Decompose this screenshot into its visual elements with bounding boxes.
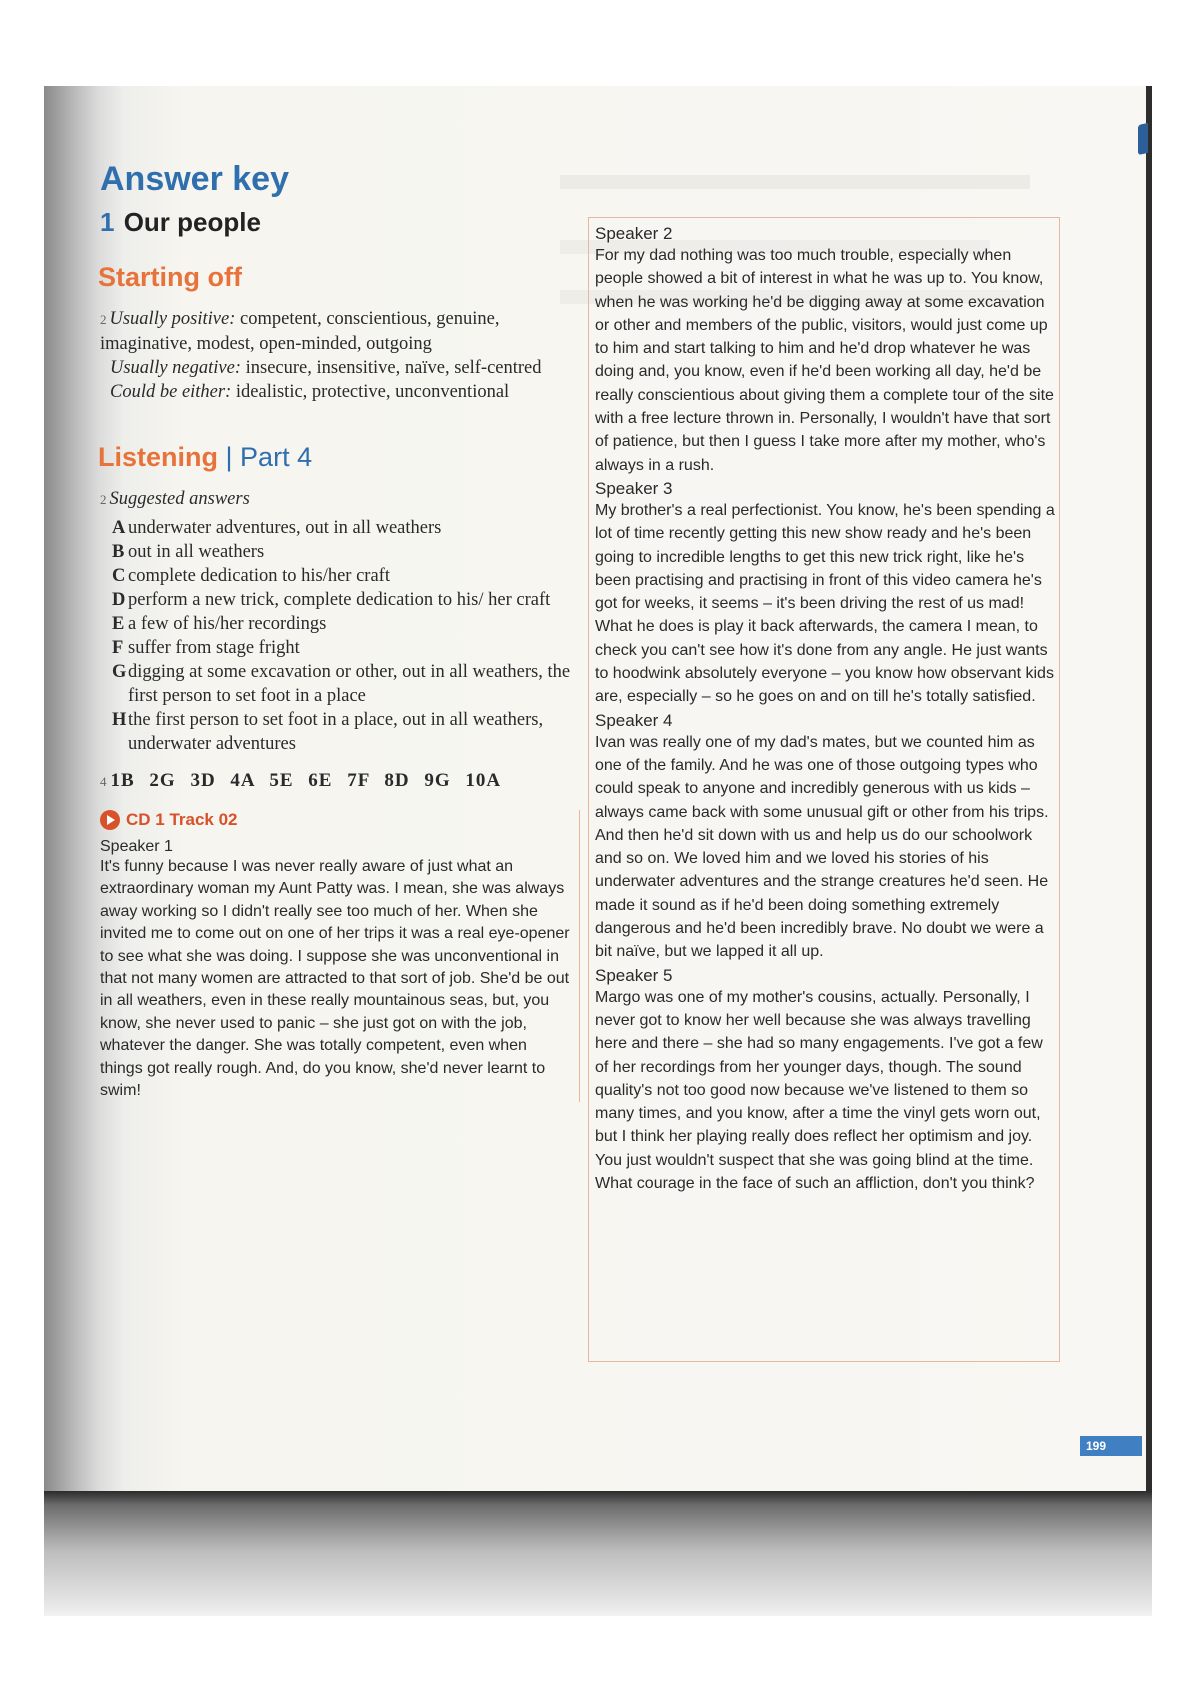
speaker-transcript: My brother's a real perfectionist. You know, he's been spending a lot of time recently getting this new show ready and he's been going to incredible lengths to get this new trick right, like he's been practising and practising in front of this video camera he's got for weeks, it seems – it's been driving the rest of us mad! What he does is play it back afterwards, the camera I mean, to check you can't see how it's done from any angle. He just wants to hoodwink absolutely everyone – you know how observant kids are, especially – so he goes on and on till he's totally satisfied. [595,501,1055,706]
either-words: idealistic, protective, unconventional [235,382,510,402]
answer-text: suffer from stage fright [128,638,300,658]
answer-letter: E [112,614,125,634]
answer-item [100,636,580,660]
track-label: CD 1 Track 02 [126,810,238,829]
question-number: 2 [100,312,107,327]
answer-letter: D [112,590,126,610]
speaker-name: Speaker 1 [100,838,173,855]
right-column-transcript-box [588,217,1060,1362]
answer-item [100,660,580,708]
answer-key-values: 1B 2G 3D 4A 5E 6E 7F 8D 9G 10A [110,770,502,791]
book-edge [1146,86,1152,1506]
unit-number: 1 [100,207,115,237]
question-number: 4 [100,774,108,789]
suggested-line [100,487,580,512]
listening-part: Part 4 [240,442,313,472]
question-number: 2 [100,492,107,507]
either-line [110,380,580,404]
speaker-name: Speaker 4 [595,710,673,730]
answer-item [100,540,580,564]
answer-text: complete dedication to his/her craft [128,566,390,586]
listening-answers [100,487,580,756]
negative-words: insecure, insensitive, naïve, self-centred [245,358,542,378]
positive-line [100,307,580,356]
listening-separator: | [225,442,233,472]
page-tab-marker [1138,123,1148,155]
suggested-label: Suggested answers [109,489,250,509]
track-heading [100,810,571,830]
speaker-transcript: For my dad nothing was too much trouble, especially when people showed a bit of interest in what he was up to. You know, when he was working he'd be digging away at some excavation or other and members of the public, visitors, would just come up to him and start talking to him and he'd drop whatever he was doing and, you know, even if he'd been working all day, he'd be really conscientious about giving them a complete tour of the site with a free lecture thrown in. Personally, I wouldn't have that sort of patience, but then I guess I take more after my mother, who's always in a rush. [595,247,1054,474]
play-icon [100,810,120,830]
answer-letter: G [112,662,127,682]
answer-text: a few of his/her recordings [128,614,327,634]
speaker-transcript: Ivan was really one of my dad's mates, but we counted him as one of the family. And he was one of those outgoing types who could speak to anyone and incredibly generous with us kids – always came back with some unusual gift or other from his trips. And then he'd sit down with us and help us do our schoolwork and so on. We loved him and we loved his stories of his underwater adventures and the strange creatures he'd seen. He made it sound as if he'd been doing something extremely dangerous and he'd been incredibly brave. No doubt we were a bit naïve, but we lapped it all up. [595,733,1049,961]
speaker-block [595,711,1059,964]
answer-item [100,708,580,756]
page-title: Answer key [100,160,289,198]
listening-title: Listening [98,442,218,472]
speaker-name: Speaker 5 [595,965,673,985]
answer-key-line [100,770,580,792]
track-transcript-box [100,810,580,1102]
answer-text: the first person to set foot in a place, out in all weathers, underwater adventures [128,710,544,754]
either-label: Could be either: [110,382,232,402]
answer-letter: C [112,566,126,586]
speaker-transcript: Margo was one of my mother's cousins, actually. Personally, I never got to know her well because she was always travelling here and there – she had so many engagements. I've got a few of her recordings from her younger days, though. The sound quality's not too good now because we've listened to them so many times, and you know, after a time the vinyl gets worn out, but I think her playing really does reflect her optimism and joy. You just wouldn't suspect that she was going blind at the time. What courage in the face of such an affliction, don't you think? [595,988,1043,1192]
unit-title: Our people [123,207,261,237]
scan-bottom-shadow [44,1491,1152,1616]
speaker-block [595,224,1059,477]
answer-item [100,564,580,588]
answer-text: digging at some excavation or other, out in all weathers, the first person to set foot in a place [128,662,571,706]
positive-label: Usually positive: [109,309,236,329]
answer-item [100,612,580,636]
speaker-name: Speaker 3 [595,478,673,498]
left-column [100,160,580,1102]
answer-item [100,516,580,540]
starting-off-answers [100,307,580,404]
answers-list [100,516,580,756]
answer-text: out in all weathers [128,542,265,562]
speaker-name: Speaker 2 [595,224,673,243]
positive-words: competent, conscientious, genuine, imaginative, modest, open-minded, outgoing [100,309,500,354]
speaker-block [595,966,1059,1196]
answer-item [100,588,580,612]
show-through-decoration [560,175,1030,189]
answer-letter: H [112,710,127,730]
negative-line [110,356,580,380]
speaker-transcript: It's funny because I was never really aware of just what an extraordinary woman my Aunt Patty was. I mean, she was always away working so I didn't really see too much of her. When she invited me to come out on one of her trips it was a real eye-opener to see what she was doing. I suppose she was unconventional in that not many women are attracted to that sort of job. She'd be out in all weathers, even in these really mountainous seas, but, you know, she never used to panic – she just got on with the job, whatever the danger. She was totally competent, even when things got really rough. And, do you know, she'd never learnt to swim! [100,858,570,1100]
speaker-block [595,479,1059,709]
negative-label: Usually negative: [110,358,241,378]
page-number: 199 [1080,1436,1142,1456]
answer-letter: A [112,518,126,538]
answer-letter: F [112,638,124,658]
listening-heading [98,442,580,473]
answer-text: underwater adventures, out in all weathers [128,518,442,538]
starting-off-heading: Starting off [98,262,242,292]
unit-heading [100,207,580,238]
answer-text: perform a new trick, complete dedication to his/ her craft [128,590,551,610]
answer-letter: B [112,542,125,562]
